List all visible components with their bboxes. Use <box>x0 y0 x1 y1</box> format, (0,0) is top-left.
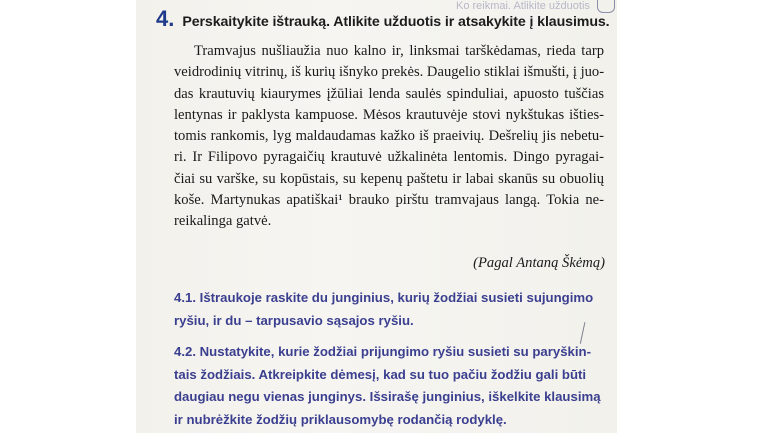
question-line: ir nubrėžkite žodžių priklausomybę rodančią rodyklę. <box>174 411 507 427</box>
question-line: ryšiu, ir du – tarpusavio sąsajos ryšiu. <box>174 312 414 328</box>
bleed-through-text: Ko reikmai. Atlikite užduotis <box>456 0 590 12</box>
task-title: Perskaitykite ištrauką. Atlikite užduotis ir atsakykite į klausimus. <box>182 14 610 30</box>
question-line: 4.2. Nustatykite, kurie žodžiai prijungimo ryšiu susieti su paryškin- <box>174 344 591 359</box>
question-line: tais žodžiais. Atkreipkite dėmesį, kad su tuo pačiu žodžiu gali būti <box>174 366 587 382</box>
task-header <box>156 6 610 32</box>
passage-source: (Pagal Antaną Škėmą) <box>473 255 605 271</box>
textbook-page <box>136 0 617 433</box>
page-corner-icon <box>597 0 615 13</box>
passage-line: koše. Martynukas apatiškai¹ brauko pirštu tramvajaus langą. Tokia ne- <box>174 192 604 209</box>
passage-line: lentynas ir paklysta kampuose. Mėsos krautuvėje stovi nykštukas išties- <box>174 106 604 123</box>
passage-line: reikalinga gatvė. <box>174 213 272 230</box>
question-4-2 <box>174 341 610 431</box>
passage-line: das krautuvių kiaurymes įžūliai lenda saulės spinduliai, apuosto tuščias <box>174 85 604 102</box>
passage-line: tomis rankomis, lyg maldaudamas kažko iš praeivių. Dešrelių jis nebetu- <box>174 128 604 145</box>
question-4-1 <box>174 287 610 332</box>
passage-line: ri. Ir Filipovo pyragaičių krautuvė užkalinėta lentomis. Dingo pyragai- <box>174 149 604 166</box>
question-line: daugiau negu vienas junginys. Išsirašę junginius, iškelkite klausimą <box>174 389 601 405</box>
question-line: 4.1. Ištraukoje raskite du junginius, kurių žodžiai susieti sujungimo <box>174 290 594 305</box>
passage-line: čiai su varške, su kopūstais, su kepenų paštetu ir labai skanūs su obuolių <box>174 170 604 187</box>
passage-line: Tramvajus nušliaužia nuo kalno ir, linksmai tarškėdamas, rieda tarp <box>194 43 604 59</box>
task-number: 4. <box>156 6 175 31</box>
passage-line: veidrodinių vitrinų, iš kurių išnyko prekės. Daugelio stiklai išmušti, į juo- <box>174 64 605 81</box>
passage-text <box>174 41 604 233</box>
